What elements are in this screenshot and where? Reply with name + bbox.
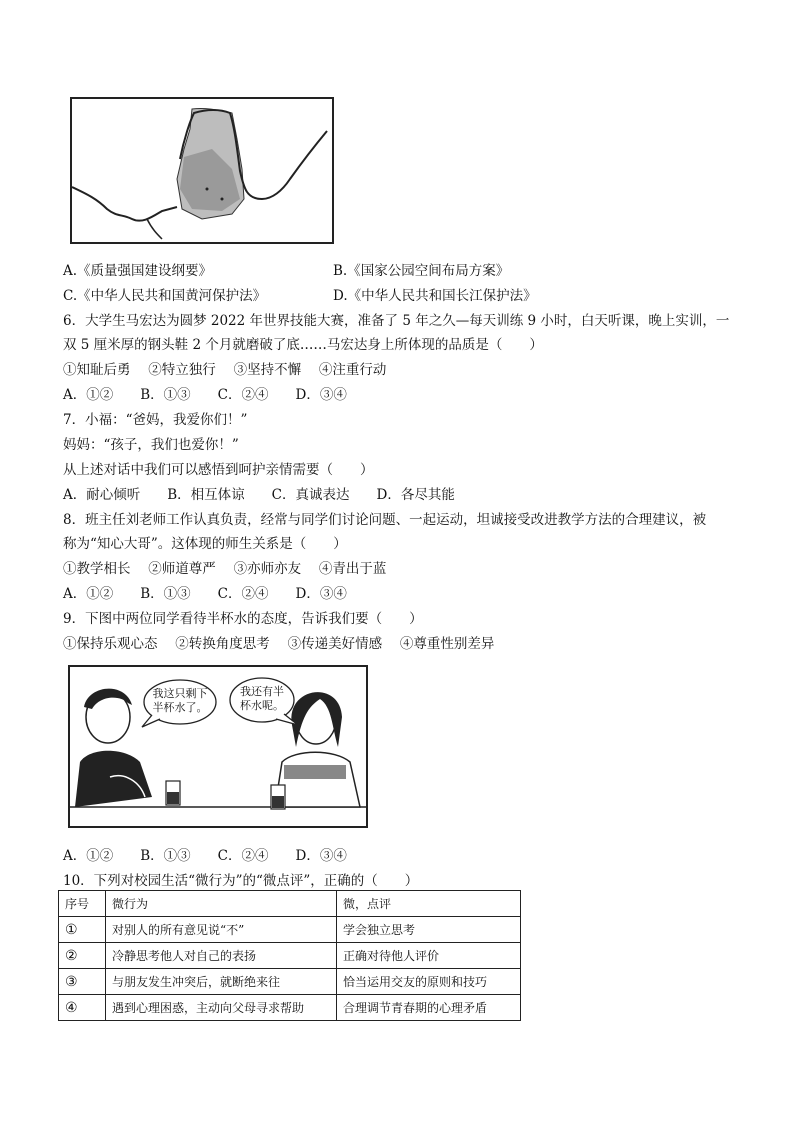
q5-option-d: D.《中华人民共和国长江保护法》	[333, 288, 537, 304]
q5-option-c: C.《中华人民共和国黄河保护法》	[63, 288, 267, 304]
q8-stem-line2: 称为“知心大哥”。这体现的师生关系是（ ）	[63, 536, 347, 552]
row-index: ②	[59, 943, 106, 969]
q7-line1: 7．小福：“爸妈，我爱你们！”	[63, 412, 248, 428]
q6-choices: A．①② B．①③ C．②④ D．③④	[63, 387, 347, 403]
q9-stem: 9．下图中两位同学看待半杯水的态度，告诉我们要（ ）	[63, 611, 423, 627]
q9-items: ①保持乐观心态 ②转换角度思考 ③传递美好情感 ④尊重性别差异	[63, 636, 495, 652]
row-behavior: 对别人的所有意见说“不”	[106, 917, 337, 943]
q5-option-b: B.《国家公园空间布局方案》	[333, 263, 510, 279]
q7-choices: A．耐心倾听 B．相互体谅 C．真诚表达 D．各尽其能	[63, 487, 455, 503]
header-index: 序号	[59, 891, 106, 917]
q9-choices: A．①② B．①③ C．②④ D．③④	[63, 848, 347, 864]
row-index: ①	[59, 917, 106, 943]
q6-stem-line2: 双 5 厘米厚的钢头鞋 2 个月就磨破了底……马宏达身上所体现的品质是（ ）	[63, 337, 543, 353]
map-figure	[70, 97, 334, 244]
q8-items: ①教学相长 ②师道尊严 ③亦师亦友 ④青出于蓝	[63, 561, 387, 577]
row-comment: 学会独立思考	[337, 917, 521, 943]
q10-stem: 10．下列对校园生活“微行为”的“微点评”，正确的（ ）	[63, 873, 419, 889]
row-behavior: 与朋友发生冲突后，就断绝来往	[106, 969, 337, 995]
table-row	[59, 943, 521, 969]
q8-stem-line1: 8．班主任刘老师工作认真负责，经常与同学们讨论问题、一起运动，坦诚接受改进教学方法的合理建议，被	[63, 512, 707, 528]
header-behavior: 微行为	[106, 891, 337, 917]
q10-table	[58, 890, 521, 1021]
q7-line2: 妈妈：“孩子，我们也爱你！”	[63, 437, 239, 453]
row-behavior: 冷静思考他人对自己的表扬	[106, 943, 337, 969]
table-row	[59, 969, 521, 995]
table-row	[59, 995, 521, 1021]
half-glass-cartoon	[68, 665, 368, 828]
row-index: ④	[59, 995, 106, 1021]
row-comment: 正确对待他人评价	[337, 943, 521, 969]
cartoon-illustration	[70, 667, 366, 826]
table-header-row	[59, 891, 521, 917]
q6-stem-line1: 6．大学生马宏达为圆梦 2022 年世界技能大赛，准备了 5 年之久—每天训练 9 小时，白天听课，晚上实训，一	[63, 313, 730, 329]
table-row	[59, 917, 521, 943]
header-comment: 微，点评	[337, 891, 521, 917]
boy-speech-bubble: 我这只剩下半杯水了。	[152, 687, 208, 714]
row-comment: 合理调节青春期的心理矛盾	[337, 995, 521, 1021]
q5-option-a: A.《质量强国建设纲要》	[63, 263, 213, 279]
row-behavior: 遇到心理困惑，主动向父母寻求帮助	[106, 995, 337, 1021]
river-map-illustration	[72, 99, 332, 242]
row-comment: 恰当运用交友的原则和技巧	[337, 969, 521, 995]
row-index: ③	[59, 969, 106, 995]
q8-choices: A．①② B．①③ C．②④ D．③④	[63, 586, 347, 602]
girl-speech-bubble: 我还有半杯水呢。	[240, 685, 284, 712]
q6-items: ①知耻后勇 ②特立独行 ③坚持不懈 ④注重行动	[63, 362, 387, 378]
q7-line3: 从上述对话中我们可以感悟到呵护亲情需要（ ）	[63, 462, 374, 478]
